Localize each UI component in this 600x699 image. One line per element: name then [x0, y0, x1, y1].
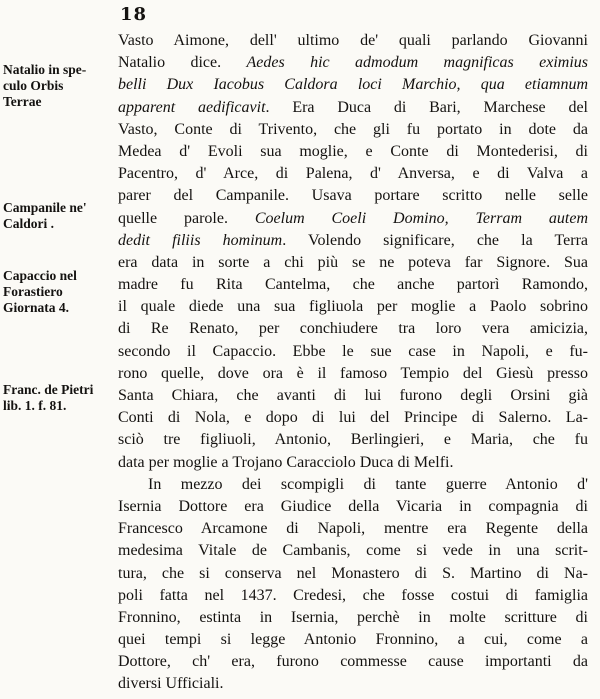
text-line — [118, 97, 588, 119]
text-segment: medesima Vitale de Cambanis, come si vede in una scrit- — [118, 542, 588, 560]
margin-note — [3, 382, 107, 414]
text-segment: Medea d' Evoli sua moglie, e Conte di Montederisi, di — [118, 142, 588, 160]
text-segment: . Era Duca di Bari, Marchese del — [265, 98, 588, 116]
text-line — [118, 585, 588, 607]
latin-quote-segment: Coelum Coeli Domino, Terram autem — [254, 209, 588, 227]
text-segment: Fronnino, estinta in Isernia, perchè in molte scritture di — [118, 608, 588, 626]
text-segment: secondo il Capaccio. Ebbe le sue case in Napoli, e fu- — [118, 342, 588, 360]
text-segment: quei tempi si legge Antonio Fronnino, a cui, come a — [118, 631, 588, 649]
text-segment: era data in sorte a chi più se ne poteva far Signore. Sua — [118, 253, 588, 271]
text-segment: Isernia Dottore era Giudice della Vicaria in compagnia di — [118, 497, 588, 515]
page-number: 18 — [120, 4, 148, 25]
latin-quote-segment: apparent aedificavit — [118, 98, 266, 116]
text-line — [118, 363, 588, 385]
text-line — [118, 474, 588, 496]
text-segment: Dottore, ch' era, furono commesse cause importanti da — [118, 653, 588, 671]
text-segment: data per moglie a Trojano Caracciolo Duca di Melfi. — [118, 453, 454, 471]
text-line — [118, 252, 588, 274]
text-line — [118, 74, 588, 96]
text-segment: madre fu Rita Cantelma, che anche partorì Ramondo, — [118, 276, 588, 294]
text-segment: il quale diede una sua figliuola per moglie a Paolo sobrino — [118, 298, 588, 316]
text-segment: Santa Chiara, che avanti di lui furono degli Orsini già — [118, 387, 588, 404]
text-segment: sciò tre figliuoli, Antonio, Berlingieri, e Maria, che fu — [118, 431, 588, 449]
text-line — [118, 141, 588, 163]
main-text — [118, 30, 588, 696]
text-segment: Conti di Nola, e dopo di lui del Principe di Salerno. La- — [118, 409, 588, 427]
text-segment: In mezzo dei scompigli di tante guerre Antonio d' — [148, 475, 588, 493]
text-segment: poli fatta nel 1437. Credesi, che fosse costui di famiglia — [118, 586, 588, 604]
text-line — [118, 496, 588, 518]
margin-note — [3, 62, 107, 110]
margin-note — [3, 268, 107, 316]
text-line — [118, 341, 588, 363]
text-segment: Vasto, Conte di Trivento, che gli fu portato in dote da — [118, 120, 588, 138]
text-segment: Natalio dice. — [118, 54, 247, 72]
margin-note-text: Franc. de Pietri lib. 1. f. 81. — [3, 382, 94, 413]
text-line — [118, 30, 588, 52]
text-segment: parer del Campanile. Usava portare scritto nelle selle — [118, 187, 588, 205]
text-line — [118, 429, 588, 451]
text-line — [118, 185, 588, 207]
text-segment: . Volendo significare, che la Terra — [282, 231, 588, 249]
text-segment: di Re Renato, per conchiudere tra loro vera amicizia, — [118, 320, 588, 338]
text-line — [118, 563, 588, 585]
text-line — [118, 296, 588, 318]
text-segment: Vasto Aimone, dell' ultimo de' quali parlando Giovanni — [118, 32, 588, 49]
latin-quote-segment: Aedes hic admodum magnificas eximius — [246, 54, 588, 72]
text-line — [118, 673, 588, 695]
text-line — [118, 230, 588, 252]
text-segment: rono quelle, dove ora è il famoso Tempio del Giesù presso — [118, 364, 588, 382]
text-line — [118, 629, 588, 651]
text-line — [118, 385, 588, 407]
text-line — [118, 119, 588, 141]
text-segment: quelle parole. — [118, 209, 255, 227]
text-line — [118, 274, 588, 296]
margin-note-text: Capaccio nel Forastiero Giornata 4. — [3, 268, 77, 315]
latin-quote-segment: belli Dux Iacobus Caldora loci Marchio, qua etiamnum — [118, 76, 588, 94]
text-segment: Pacentro, d' Arce, di Palena, d' Anversa, e di Valva a — [118, 165, 588, 183]
margin-note-text: Natalio in spe- culo Orbis Terrae — [3, 62, 87, 109]
text-line — [118, 163, 588, 185]
margin-note — [3, 200, 107, 232]
text-segment: diversi Ufficiali. — [118, 675, 224, 693]
text-line — [118, 518, 588, 540]
text-line — [118, 318, 588, 340]
text-line — [118, 607, 588, 629]
text-line — [118, 208, 588, 230]
text-segment: Francesco Arcamone di Napoli, mentre era Regente della — [118, 520, 588, 538]
text-line — [118, 651, 588, 673]
latin-quote-segment: dedit filiis hominum — [118, 231, 283, 249]
text-segment: tura, che si conserva nel Monastero di S. Martino di Na- — [118, 564, 588, 582]
text-line — [118, 452, 588, 474]
margin-note-text: Campanile ne' Caldori . — [3, 200, 87, 231]
text-line — [118, 407, 588, 429]
text-line — [118, 52, 588, 74]
text-line — [118, 540, 588, 562]
